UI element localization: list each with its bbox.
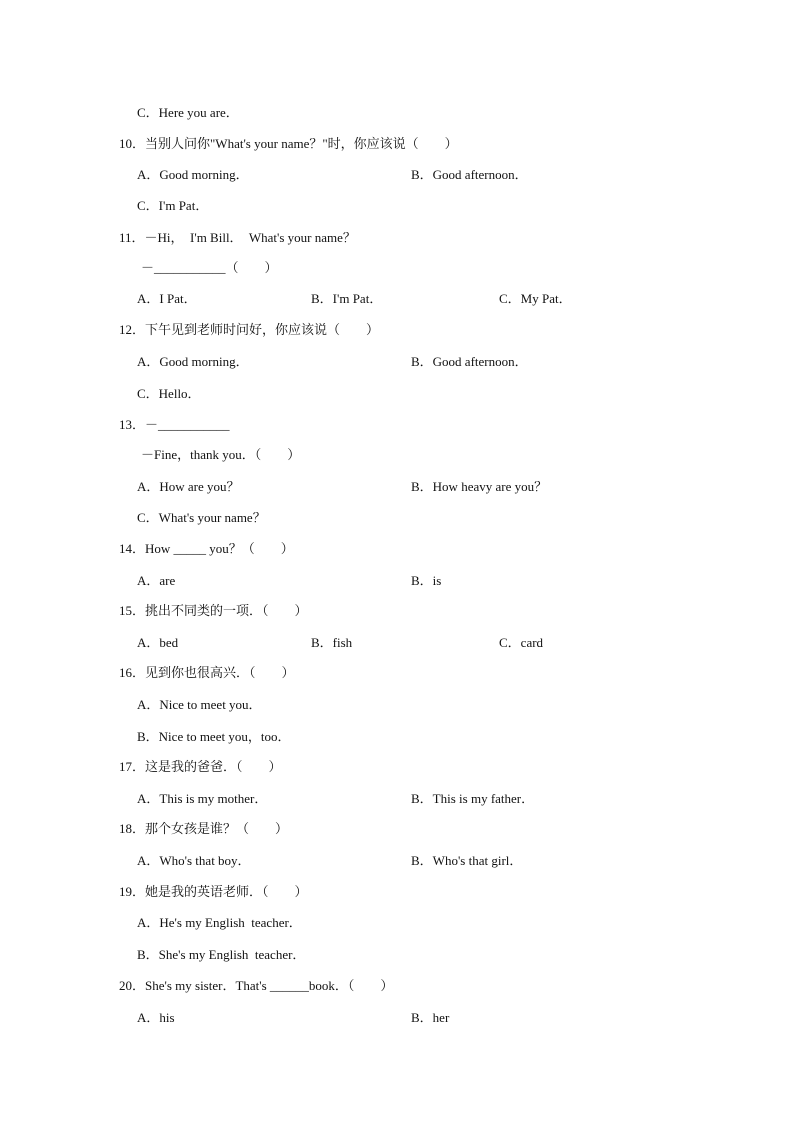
q15-option-a: A．bed <box>137 635 179 650</box>
q14-option-b: B．is <box>411 573 442 588</box>
q10-option-a: A．Good morning． <box>137 167 249 182</box>
q19-stem: 19．她是我的英语老师．（ ） <box>119 884 308 899</box>
q9-option-c: C．Here you are． <box>137 105 239 120</box>
q20-option-b: B．her <box>411 1010 450 1025</box>
q14-option-a: A．are <box>137 573 176 588</box>
q11-option-c: C．My Pat． <box>499 291 572 306</box>
q12-option-c: C．Hello． <box>137 386 201 401</box>
q19-option-b: B．She's my English teacher． <box>137 947 306 962</box>
q18-option-b: B．Who's that girl． <box>411 853 523 868</box>
q16-stem: 16．见到你也很高兴．（ ） <box>119 665 295 680</box>
q15-option-b: B．fish <box>311 635 353 650</box>
q13-stem: 13．－___________ <box>119 417 230 432</box>
q11-stem: 11．－Hi， I'm Bill． What's your name？ <box>119 230 356 245</box>
q12-option-a: A．Good morning． <box>137 354 249 369</box>
q16-option-b: B．Nice to meet you，too． <box>137 729 291 744</box>
q17-stem: 17．这是我的爸爸．（ ） <box>119 759 282 774</box>
q11-answer-blank: －___________（ ） <box>141 260 278 275</box>
q16-option-a: A．Nice to meet you． <box>137 697 262 712</box>
q12-option-b: B．Good afternoon． <box>411 354 528 369</box>
q15-stem: 15．挑出不同类的一项．（ ） <box>119 603 308 618</box>
q17-option-b: B．This is my father． <box>411 791 535 806</box>
q10-option-c: C．I'm Pat． <box>137 198 209 213</box>
q20-option-a: A．his <box>137 1010 175 1025</box>
q13-reply: －Fine，thank you．（ ） <box>141 447 301 462</box>
q19-option-a: A．He's my English teacher． <box>137 915 302 930</box>
q17-option-a: A．This is my mother． <box>137 791 268 806</box>
q13-option-c: C．What's your name？ <box>137 510 266 525</box>
q18-option-a: A．Who's that boy． <box>137 853 251 868</box>
q11-option-a: A．I Pat． <box>137 291 197 306</box>
q15-option-c: C．card <box>499 635 544 650</box>
q10-stem: 10．当别人问你"What's your name？"时，你应该说（ ） <box>119 136 458 151</box>
q13-option-b: B．How heavy are you？ <box>411 479 548 494</box>
q12-stem: 12．下午见到老师时问好，你应该说（ ） <box>119 322 380 337</box>
q14-stem: 14．How _____ you？（ ） <box>119 541 294 556</box>
q20-stem: 20．She's my sister．That's ______book．（ ） <box>119 978 394 993</box>
q11-option-b: B．I'm Pat． <box>311 291 383 306</box>
q18-stem: 18．那个女孩是谁？（ ） <box>119 821 289 836</box>
q10-option-b: B．Good afternoon． <box>411 167 528 182</box>
q13-option-a: A．How are you？ <box>137 479 240 494</box>
